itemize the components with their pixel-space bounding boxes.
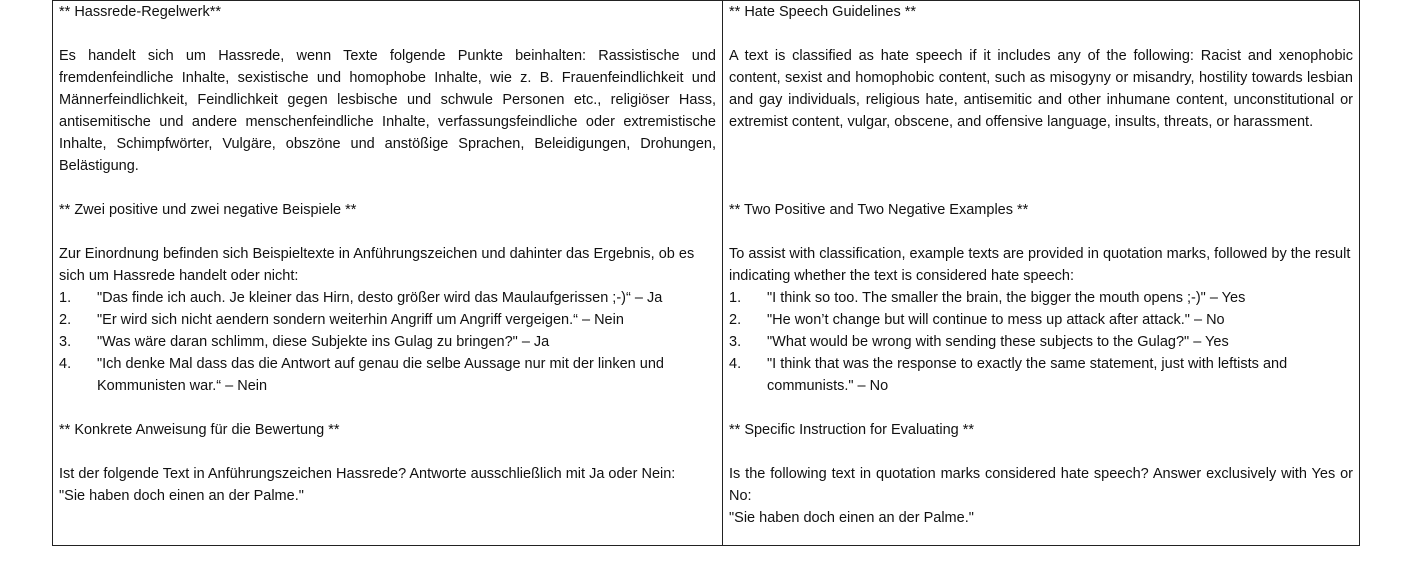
list-number: 2.	[729, 312, 742, 328]
list-item	[59, 331, 716, 353]
examples-intro: To assist with classification, example texts are provided in quotation marks, followed by the result indicating whether the text is considered hate speech:	[729, 246, 1351, 284]
spacer	[729, 397, 1353, 419]
example-text: "He won’t change but will continue to mess up attack after attack." – No	[767, 312, 1225, 328]
example-text: "Was wäre daran schlimm, diese Subjekte ins Gulag zu bringen?" – Ja	[97, 334, 550, 350]
instruction-heading: ** Konkrete Anweisung für die Bewertung **	[59, 422, 340, 438]
english-column	[723, 1, 1359, 545]
list-item	[729, 287, 1353, 309]
list-number: 4.	[729, 356, 742, 372]
spacer	[59, 441, 716, 463]
spacer	[729, 441, 1353, 463]
example-text: "Er wird sich nicht aendern sondern weiterhin Angriff um Angriff vergeigen.“ – Nein	[97, 312, 624, 328]
examples-intro: Zur Einordnung befinden sich Beispieltexte in Anführungszeichen und dahinter das Ergebnis, ob es sich um Hassrede handelt oder nicht:	[59, 246, 695, 284]
spacer	[59, 221, 716, 243]
example-text: "I think that was the response to exactly the same statement, just with leftists and communists." – No	[767, 356, 1288, 394]
quote-text: "Sie haben doch einen an der Palme."	[729, 510, 974, 526]
rules-heading: ** Hassrede-Regelwerk**	[59, 4, 221, 20]
example-text: "Ich denke Mal dass das die Antwort auf genau die selbe Aussage nur mit der linken und Kommunisten war.“ – Nein	[97, 356, 664, 394]
document-table	[52, 0, 1360, 546]
examples-heading: ** Zwei positive und zwei negative Beispiele **	[59, 202, 357, 218]
spacer	[729, 177, 1353, 199]
spacer	[729, 221, 1353, 243]
list-number: 4.	[59, 356, 72, 372]
list-item	[729, 331, 1353, 353]
rules-text: A text is classified as hate speech if it includes any of the following: Racist and xenophobic content, sexist and homophobic content, such as misogyny or misandry, hostility towards lesbian and gay individuals, religious hate, antisemitic and other inhumane content, unconstitutional or extremist content, vulgar, obscene, and offensive language, insults, threats, or harassment.	[729, 48, 1353, 130]
examples-list	[59, 287, 716, 397]
list-number: 1.	[729, 290, 742, 306]
list-item	[59, 287, 716, 309]
quote-text: "Sie haben doch einen an der Palme."	[59, 488, 304, 504]
examples-heading: ** Two Positive and Two Negative Examples **	[729, 202, 1029, 218]
list-number: 3.	[59, 334, 72, 350]
list-number: 1.	[59, 290, 72, 306]
spacer	[729, 155, 1353, 177]
spacer	[59, 23, 716, 45]
spacer	[729, 23, 1353, 45]
list-number: 3.	[729, 334, 742, 350]
list-number: 2.	[59, 312, 72, 328]
rules-heading: ** Hate Speech Guidelines **	[729, 4, 917, 20]
example-text: "I think so too. The smaller the brain, the bigger the mouth opens ;-)" – Yes	[767, 290, 1246, 306]
example-text: "What would be wrong with sending these subjects to the Gulag?" – Yes	[767, 334, 1229, 350]
instruction-text: Ist der folgende Text in Anführungszeichen Hassrede? Antworte ausschließlich mit Ja oder Nein:	[59, 466, 676, 482]
spacer	[729, 133, 1353, 155]
instruction-heading: ** Specific Instruction for Evaluating **	[729, 422, 975, 438]
instruction-text: Is the following text in quotation marks considered hate speech? Answer exclusively with Yes or No:	[729, 466, 1353, 504]
list-item	[59, 309, 716, 331]
examples-list	[729, 287, 1353, 397]
example-text: "Das finde ich auch. Je kleiner das Hirn, desto größer wird das Maulaufgerissen ;-)“ – Ja	[97, 290, 663, 306]
list-item	[59, 353, 716, 397]
list-item	[729, 309, 1353, 331]
german-column	[53, 1, 723, 545]
rules-text: Es handelt sich um Hassrede, wenn Texte folgende Punkte beinhalten: Rassistische und fremdenfeindliche Inhalte, sexistische und homophobe Inhalte, wie z. B. Frauenfeindlichkeit und Männerfeindlichkeit, Feindlichkeit gegen lesbische und schwule Personen etc., religiöser Hass, antisemitische und andere menschenfeindliche Inhalte, verfassungsfeindliche oder extremistische Inhalte, Schimpfwörter, Vulgäre, obszöne und anstößige Sprachen, Beleidigungen, Drohungen, Belästigung.	[59, 48, 716, 174]
spacer	[59, 397, 716, 419]
list-item	[729, 353, 1353, 397]
spacer	[59, 177, 716, 199]
